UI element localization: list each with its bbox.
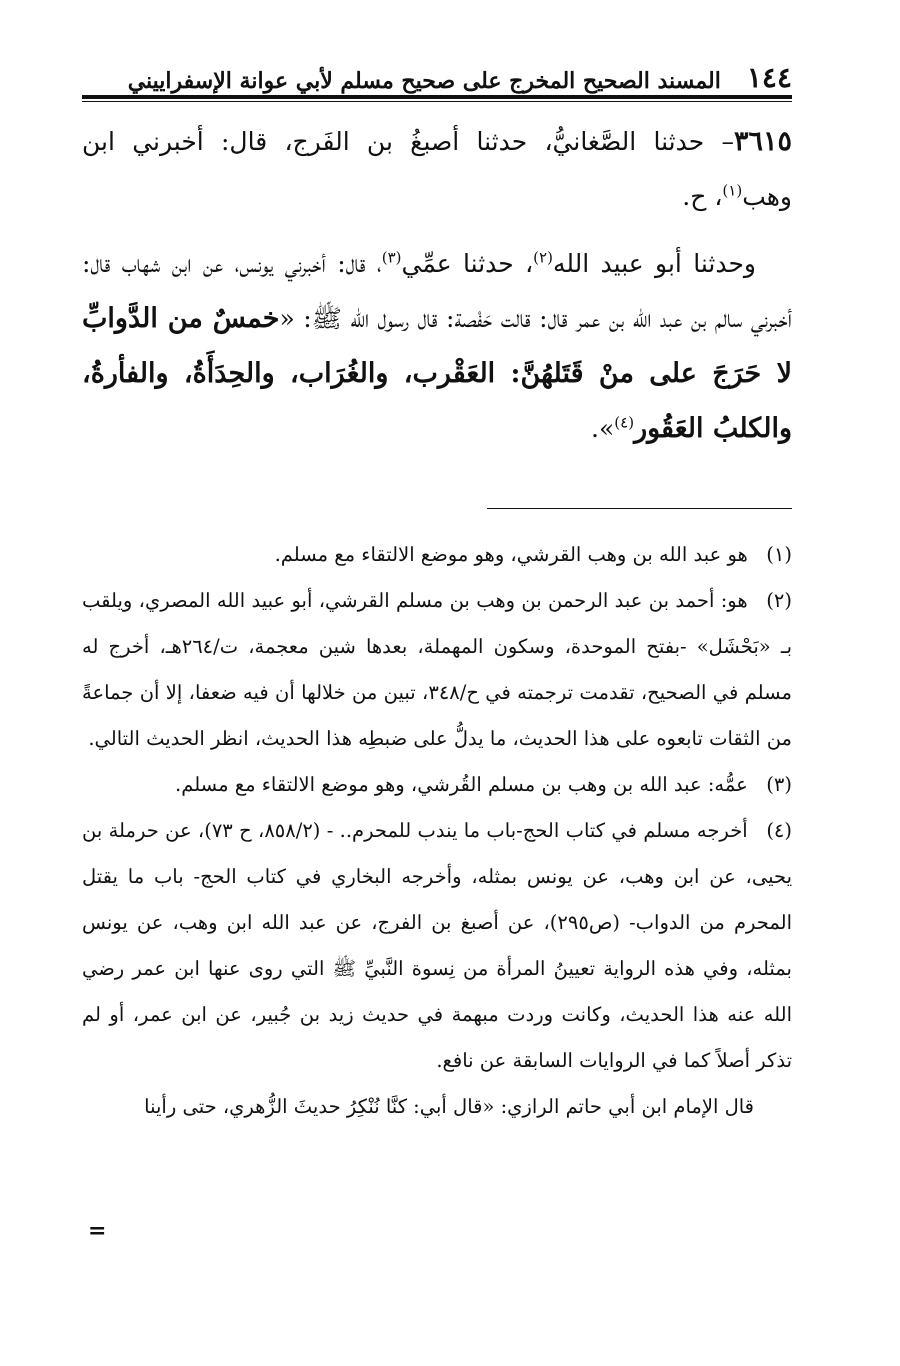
hadith-isnad-1: – حدثنا الصَّغانيُّ، حدثنا أصبغُ بن الفَرج، قال: أخبرني ابن وهب [82, 127, 792, 211]
hadith-paragraph-1 [82, 114, 792, 224]
hadith-isnad-2c: ، قال: أخبرني يونس، عن ابن شهاب قال: أخبرني سالم بن عبد الله بن عمر قال: قالت حَفْصة: قال رسول الله ﷺ: « [82, 249, 792, 333]
footnote-2 [82, 578, 792, 762]
hadith-isnad-1-tail: ، ح. [682, 182, 723, 211]
footnote-continuation: قال الإمام ابن أبي حاتم الرازي: «قال أبي: كنَّا نُنْكِرُ حديثَ الزُّهري، حتى رأينا [144, 1095, 754, 1118]
hadith-number: ٣٦١٥ [733, 126, 792, 157]
footnote-4 [82, 808, 792, 1084]
continuation-mark: = [88, 1218, 107, 1244]
footnote-text: أخرجه مسلم في كتاب الحج-باب ما يندب للمحرم.. - (٨٥٨/٢، ح ٧٣)، عن حرملة بن يحيى، عن ابن وهب، عن يونس بمثله، وأخرجه البخاري في كتاب الحج- باب ما يقتل المحرم من الدواب- (ص٢٩٥)، عن أصبغ بن الفرج، عن عبد الله ابن وهب، عن يونس بمثله، وفي هذه الرواية تعيينُ المرأة من نِسوة النَّبيِّ ﷺ التي روى عنها ابن عمر رضي الله عنه هذا الحديث، وكانت وردت مبهمة في حديث زيد بن جُبير، عن ابن عمر، أو لم تذكر أصلاً كما في الروايات السابقة عن نافع. [82, 819, 792, 1072]
footnote-ref-4: (٤) [614, 413, 635, 432]
header-rule-thick [82, 95, 792, 99]
footnote-label: (٤) [766, 819, 793, 842]
hadith-paragraph-2 [82, 236, 792, 456]
footnote-separator [487, 508, 792, 509]
footnotes [82, 532, 792, 1130]
hadith-isnad-2a: وحدثنا أبو عبيد الله [552, 249, 756, 278]
footnote-text: هو عبد الله بن وهب القرشي، وهو موضع الالتقاء مع مسلم. [274, 543, 748, 566]
footnote-ref-3: (٣) [381, 248, 402, 267]
footnote-3 [82, 762, 792, 808]
footnote-text: عمُّه: عبد الله بن وهب بن مسلم القُرشي، وهو موضع الالتقاء مع مسلم. [175, 773, 748, 796]
footnote-1 [82, 532, 792, 578]
footnote-label: (٢) [766, 589, 792, 612]
footnote-ref-1: (١) [722, 181, 743, 200]
footnote-label: (٣) [766, 773, 792, 796]
footnote-label: (١) [766, 543, 792, 566]
book-title: المسند الصحيح المخرج على صحيح مسلم لأبي عوانة الإسفراييني [127, 68, 721, 94]
hadith-matn: خمسٌ من الدَّوابِّ لا حَرَجَ على منْ قَتَلهُنَّ: العَقْرب، والغُرَاب، والحِدَأَةُ، والفأرةُ، والكلبُ العَقُور [82, 303, 792, 444]
page-number: ١٤٤ [746, 61, 792, 94]
footnote-text: هو: أحمد بن عبد الرحمن بن وهب بن مسلم القرشي، أبو عبيد الله المصري، ويلقب بـ «بَحْشَل» -بفتح الموحدة، وسكون المهملة، بعدها شين معجمة، ت/٢٦٤هـ، أخرج له مسلم في الصحيح، تقدمت ترجمته في ح/٣٤٨، تبين من خلالها أن فيه ضعفا، إلا أن جماعةً من الثقات تابعوه على هذا الحديث، ما يدلُّ على ضبطِه هذا الحديث، انظر الحديث التالي. [82, 589, 792, 750]
footnote-ref-2: (٢) [533, 248, 553, 267]
main-text [82, 114, 792, 468]
hadith-end: ». [591, 414, 615, 443]
header-rule-thin [82, 101, 792, 102]
hadith-isnad-2b: ، حدثنا عمِّي [401, 249, 534, 278]
running-header [82, 56, 792, 94]
